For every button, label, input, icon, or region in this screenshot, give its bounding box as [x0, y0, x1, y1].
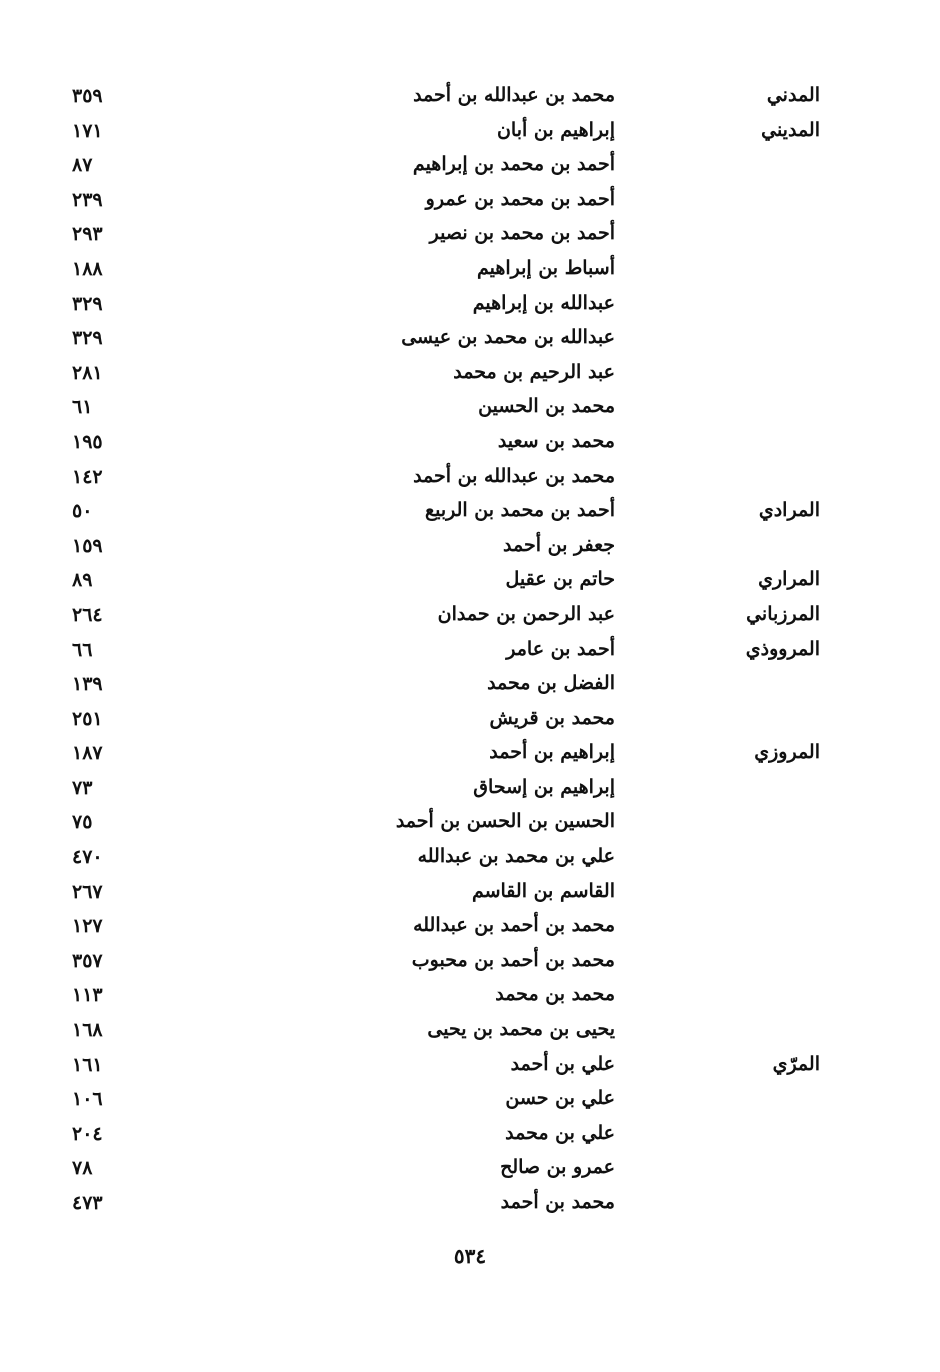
entry-page-number: ٢٥١ — [72, 707, 103, 730]
index-entry — [60, 1016, 820, 1051]
index-entry — [60, 428, 820, 463]
entry-name: محمد بن قريش — [489, 706, 615, 729]
entry-page-number: ٤٧٠ — [72, 846, 103, 869]
entry-nisba: المدني — [766, 84, 820, 106]
entry-name: عبد الرحيم بن محمد — [453, 360, 615, 383]
index-entry — [60, 739, 820, 774]
entry-page-number: ٧٨ — [72, 1157, 93, 1180]
entry-name: محمد بن عبدالله بن أحمد — [413, 84, 615, 106]
entry-page-number: ٨٩ — [72, 569, 93, 592]
entry-name: محمد بن أحمد — [500, 1191, 615, 1213]
index-entry — [60, 670, 820, 705]
entry-name: محمد بن الحسين — [478, 395, 615, 418]
index-entry — [60, 1154, 820, 1189]
entry-page-number: ١٩٥ — [72, 430, 103, 453]
index-entry — [60, 636, 820, 671]
entry-name: عبدالله بن إبراهيم — [472, 291, 615, 314]
index-entry — [60, 463, 820, 498]
index-entry — [60, 82, 820, 117]
index-entry — [60, 947, 820, 982]
entry-name: علي بن محمد بن عبدالله — [417, 845, 615, 868]
index-entry — [60, 843, 820, 878]
entry-page-number: ٨٧ — [72, 154, 93, 177]
index-entry — [60, 705, 820, 740]
index-entry — [60, 1051, 820, 1086]
index-entry — [60, 1189, 820, 1224]
entry-page-number: ١١٣ — [72, 984, 103, 1007]
index-entry — [60, 532, 820, 567]
entry-name: إبراهيم بن أحمد — [489, 741, 615, 764]
entry-page-number: ٥٠ — [72, 500, 93, 523]
index-entry — [60, 290, 820, 325]
entry-page-number: ١٧١ — [72, 119, 103, 142]
entry-name: أسباط بن إبراهيم — [476, 256, 615, 279]
entry-name: علي بن أحمد — [510, 1052, 615, 1075]
entry-name: علي بن حسن — [505, 1087, 615, 1110]
entry-page-number: ١٨٧ — [72, 742, 103, 765]
entry-name: أحمد بن محمد بن عمرو — [425, 187, 615, 210]
entry-name: محمد بن عبدالله بن أحمد — [413, 464, 615, 487]
entry-page-number: ١٥٩ — [72, 534, 103, 557]
index-entry — [60, 359, 820, 394]
index-entry — [60, 912, 820, 947]
entry-page-number: ٢٦٤ — [72, 603, 103, 626]
entry-name: محمد بن محمد — [495, 983, 615, 1006]
entry-name: جعفر بن أحمد — [503, 533, 615, 556]
entry-page-number: ٣٥٧ — [72, 949, 103, 972]
entry-page-number: ٦٦ — [72, 638, 93, 661]
entry-name: أحمد بن عامر — [506, 637, 615, 660]
entry-page-number: ١٤٢ — [72, 465, 103, 488]
entry-nisba: المرادي — [758, 499, 820, 522]
index-entry — [60, 151, 820, 186]
page-number: ٥٣٤ — [453, 1244, 487, 1268]
entry-name: إبراهيم بن إسحاق — [473, 775, 615, 798]
entry-page-number: ٦١ — [72, 396, 93, 419]
index-entry — [60, 255, 820, 290]
entry-nisba: المرزباني — [746, 602, 820, 625]
entry-page-number: ٣٢٩ — [72, 327, 103, 350]
entry-page-number: ٣٥٩ — [72, 85, 103, 107]
entry-page-number: ٢٩٣ — [72, 223, 103, 246]
entry-page-number: ٢٦٧ — [72, 880, 103, 903]
entry-name: القاسم بن القاسم — [471, 879, 615, 902]
index-entry — [60, 878, 820, 913]
index-list — [60, 82, 820, 1224]
entry-name: عبدالله بن محمد بن عيسى — [401, 326, 615, 349]
entry-name: أحمد بن محمد بن الربيع — [424, 499, 615, 522]
index-entry — [60, 186, 820, 221]
entry-nisba: المرّي — [772, 1052, 820, 1075]
entry-page-number: ١٣٩ — [72, 673, 103, 696]
entry-nisba: المروزي — [754, 741, 820, 764]
entry-name: عبد الرحمن بن حمدان — [437, 602, 615, 625]
entry-name: علي بن محمد — [505, 1121, 615, 1144]
index-entry — [60, 497, 820, 532]
index-entry — [60, 981, 820, 1016]
index-entry — [60, 393, 820, 428]
entry-page-number: ٢٨١ — [72, 361, 103, 384]
entry-name: الحسين بن الحسن بن أحمد — [395, 810, 615, 833]
entry-page-number: ٢٠٤ — [72, 1122, 103, 1145]
index-entry — [60, 117, 820, 152]
entry-name: يحيى بن محمد بن يحيى — [427, 1018, 615, 1041]
entry-name: إبراهيم بن أبان — [496, 118, 615, 141]
entry-nisba: المرووذي — [745, 637, 820, 660]
entry-page-number: ١٨٨ — [72, 257, 103, 280]
entry-name: الفضل بن محمد — [487, 672, 615, 695]
entry-page-number: ١٢٧ — [72, 915, 103, 938]
index-entry — [60, 566, 820, 601]
entry-name: محمد بن أحمد بن محبوب — [411, 948, 615, 971]
entry-page-number: ١٦٨ — [72, 1019, 103, 1042]
index-entry — [60, 601, 820, 636]
entry-page-number: ٤٧٣ — [72, 1192, 103, 1214]
entry-name: أحمد بن محمد بن نصير — [429, 222, 615, 245]
index-entry — [60, 1085, 820, 1120]
entry-page-number: ٧٥ — [72, 811, 93, 834]
index-entry — [60, 1120, 820, 1155]
entry-nisba: المراري — [758, 568, 820, 591]
index-entry — [60, 774, 820, 809]
entry-page-number: ١٠٦ — [72, 1088, 103, 1111]
index-entry — [60, 220, 820, 255]
entry-nisba: المديني — [761, 118, 820, 141]
entry-name: أحمد بن محمد بن إبراهيم — [412, 153, 615, 176]
entry-page-number: ١٦١ — [72, 1053, 103, 1076]
entry-page-number: ٣٢٩ — [72, 292, 103, 315]
entry-name: محمد بن سعيد — [497, 429, 615, 452]
entry-name: حاتم بن عقيل — [505, 568, 615, 591]
index-entry — [60, 808, 820, 843]
entry-name: محمد بن أحمد بن عبدالله — [413, 914, 615, 937]
entry-page-number: ٢٣٩ — [72, 188, 103, 211]
index-entry — [60, 324, 820, 359]
entry-page-number: ٧٣ — [72, 776, 93, 799]
entry-name: عمرو بن صالح — [500, 1156, 615, 1179]
